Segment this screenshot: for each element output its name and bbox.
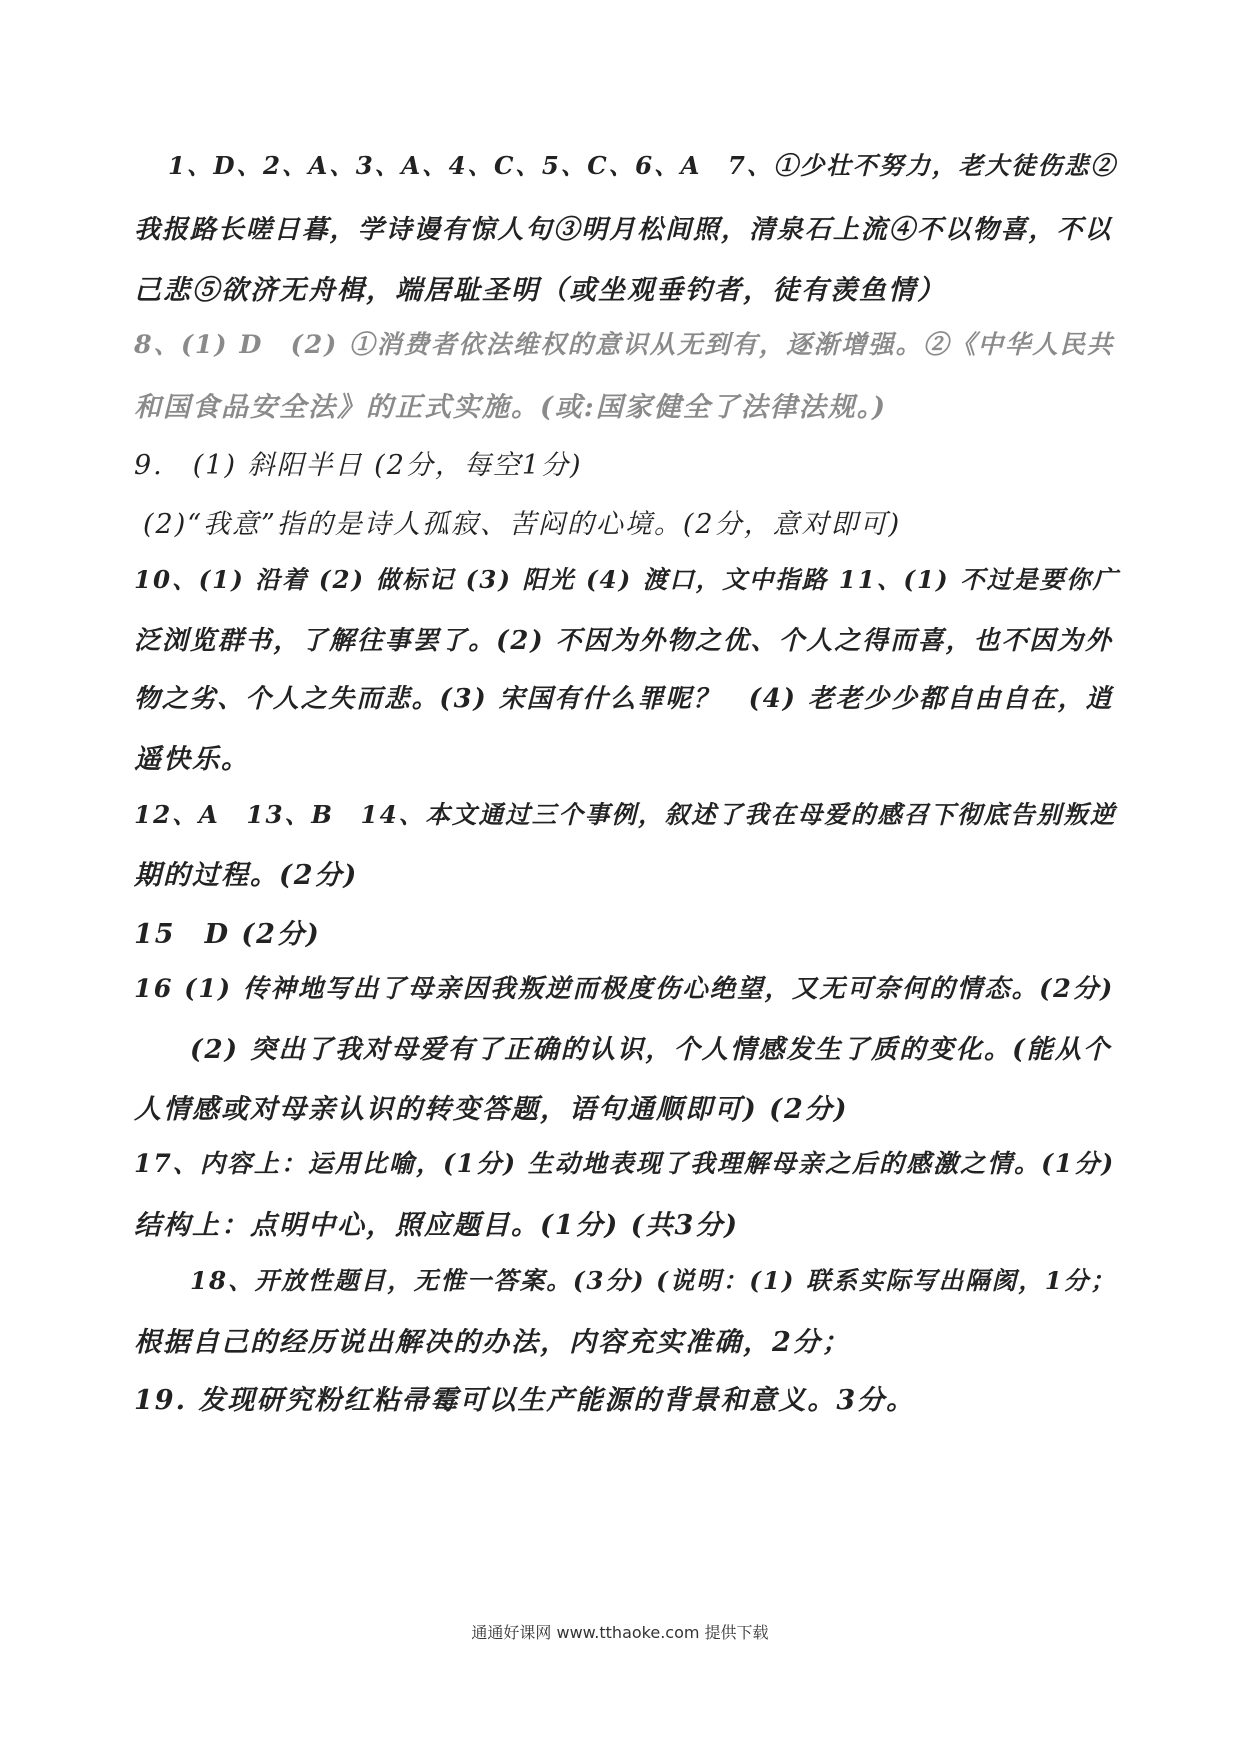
answer-line-3: 己悲⑤欲济无舟楫，端居耻圣明（或坐观垂钓者，徒有羡鱼情） — [134, 275, 946, 306]
answer-line-9: 泛浏览群书，了解往事罢了。(2) 不因为外物之优、个人之得而喜，也不因为外 — [134, 626, 1113, 656]
answer-line-5: 和国食品安全法》的正式实施。(或:国家健全了法律法规。) — [134, 392, 888, 423]
answer-line-11: 遥快乐。 — [134, 744, 250, 775]
answer-line-1: 1、D、2、A、3、A、4、C、5、C、6、A 7、①少壮不努力，老大徒伤悲② — [168, 151, 1117, 180]
answer-line-16: (2) 突出了我对母爱有了正确的认识，个人情感发生了质的变化。(能从个 — [190, 1034, 1112, 1065]
answer-line-17: 人情感或对母亲认识的转变答题，语句通顺即可) (2分) — [134, 1094, 849, 1125]
answer-line-12: 12、A 13、B 14、本文通过三个事例，叙述了我在母爱的感召下彻底告别叛逆 — [134, 800, 1117, 829]
answer-line-8: 10、(1) 沿着 (2) 做标记 (3) 阳光 (4) 渡口，文中指路 11、(1) 不过是要你广 — [134, 565, 1120, 594]
answer-line-10: 物之劣、个人之失而悲。(3) 宋国有什么罪呢？ (4) 老老少少都自由自在，逍 — [134, 684, 1114, 714]
answer-line-4: 8、(1) D (2) ①消费者依法维权的意识从无到有，逐渐增强。②《中华人民共 — [134, 329, 1115, 359]
answer-line-15: 16 (1) 传神地写出了母亲因我叛逆而极度伤心绝望，又无可奈何的情态。(2分) — [134, 974, 1115, 1004]
answer-line-7: (2)“我意”指的是诗人孤寂、苦闷的心境。(2分，意对即可) — [143, 509, 902, 540]
answer-line-21: 根据自己的经历说出解决的办法，内容充实准确，2分； — [134, 1327, 851, 1358]
answer-line-14: 15 D (2分) — [134, 919, 321, 950]
answer-line-2: 我报路长嗟日暮，学诗谩有惊人句③明月松间照，清泉石上流④不以物喜，不以 — [134, 215, 1113, 245]
page-footer: 通通好课网 www.tthaoke.com 提供下载 — [471, 1623, 769, 1642]
answer-line-22: 19. 发现研究粉红粘帚霉可以生产能源的背景和意义。3分。 — [134, 1385, 916, 1416]
answer-line-20: 18、开放性题目，无惟一答案。(3分) (说明：(1) 联系实际写出隔阂，1分； — [190, 1266, 1117, 1295]
answer-line-6: 9. (1) 斜阳半日 (2分，每空1分) — [134, 450, 583, 481]
answer-line-19: 结构上：点明中心，照应题目。(1分) (共3分) — [134, 1210, 740, 1241]
answer-line-13: 期的过程。(2分) — [134, 860, 359, 891]
answer-line-18: 17、内容上：运用比喻，(1分) 生动地表现了我理解母亲之后的感激之情。(1分) — [134, 1148, 1116, 1178]
